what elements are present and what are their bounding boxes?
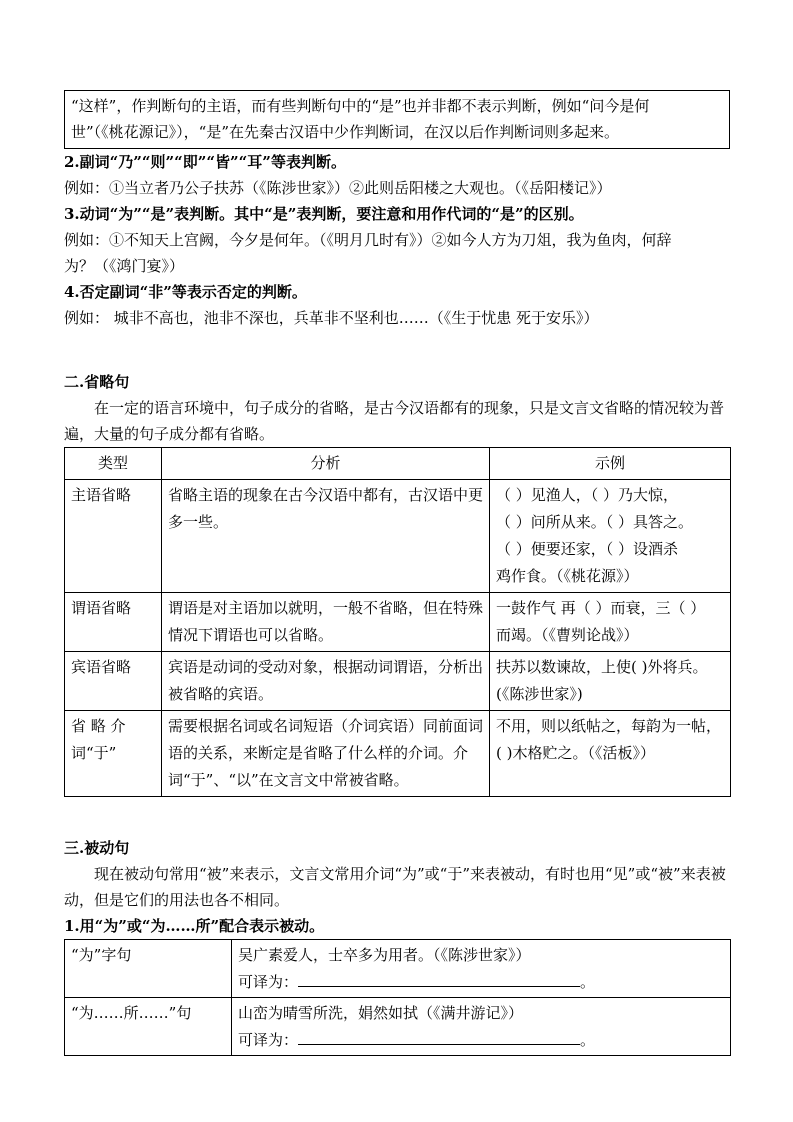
translation-blank[interactable] bbox=[298, 968, 580, 987]
table-row bbox=[65, 998, 731, 1056]
judge-example-2: 例如：①当立者乃公子扶苏（《陈涉世家》）②此则岳阳楼之大观也。（《岳阳楼记》） bbox=[64, 179, 612, 197]
example-line: 吴广素爱人，士卒多为用者。（《陈涉世家》） bbox=[238, 946, 531, 964]
translation-blank[interactable] bbox=[298, 1026, 580, 1045]
section-title-passive: 三.被动句 bbox=[64, 839, 130, 857]
column-header: 示例 bbox=[490, 448, 731, 480]
example-cell bbox=[232, 998, 731, 1056]
judge-example-3: 例如：①不知天上宫阙，今夕是何年。（《明月几时有》）②如今人方为刀俎，我为鱼肉，何辞 bbox=[64, 231, 672, 249]
type-cell: 谓语省略 bbox=[65, 593, 162, 652]
boxed-note-line: “这样”，作判断句的主语，而有些判断句中的“是”也并非都不表示判断，例如“问今是何 bbox=[71, 97, 650, 115]
translation-end: 。 bbox=[580, 973, 596, 991]
translation-prompt: 可译为： bbox=[238, 1031, 299, 1049]
translation-line bbox=[238, 1026, 724, 1053]
omission-intro: 在一定的语言环境中，句子成分的省略，是古今汉语都有的现象，只是文言文省略的情况较为普遍，大量的句子成分都有省略。 bbox=[64, 399, 725, 443]
omission-table bbox=[64, 447, 731, 797]
type-cell: “为”字句 bbox=[65, 940, 232, 998]
table-row bbox=[65, 652, 731, 711]
judge-heading-2: 2.副词“乃”“则”“即”“皆”“耳”等表判断。 bbox=[64, 153, 346, 171]
example-line: 不用，则以纸帖之，每韵为一帖， bbox=[496, 717, 722, 735]
translation-line bbox=[238, 968, 724, 995]
section-title-omission: 二.省略句 bbox=[64, 373, 130, 391]
analysis-cell: 谓语是对主语加以就明，一般不省略，但在特殊情况下谓语也可以省略。 bbox=[162, 593, 490, 652]
example-cell bbox=[490, 593, 731, 652]
example-line: （ ）便要还家，（ ）设酒杀 bbox=[496, 540, 679, 558]
judge-example-3-cont: 为？（《鸿门宴》） bbox=[64, 257, 185, 275]
type-cell: 省 略 介 词“于” bbox=[65, 711, 162, 797]
passive-intro: 现在被动句常用“被”来表示，文言文常用介词“为”或“于”来表被动，有时也用“见”或“被”来表被动，但是它们的用法也各不相同。 bbox=[64, 865, 726, 909]
boxed-note-line: 世”（《桃花源记》），“是”在先秦古汉语中少作判断词，在汉以后作判断词则多起来。 bbox=[71, 123, 620, 141]
table-row bbox=[65, 480, 731, 593]
example-cell bbox=[490, 652, 731, 711]
example-cell bbox=[490, 480, 731, 593]
translation-end: 。 bbox=[580, 1031, 596, 1049]
table-header-row bbox=[65, 448, 731, 480]
analysis-cell: 宾语是动词的受动对象，根据动词谓语，分析出被省略的宾语。 bbox=[162, 652, 490, 711]
example-line: 而竭。（《曹刿论战》） bbox=[496, 626, 639, 644]
example-line: ( )木格贮之。（《活板》） bbox=[496, 744, 655, 762]
column-header: 类型 bbox=[65, 448, 162, 480]
table-row bbox=[65, 711, 731, 797]
page-content bbox=[64, 90, 730, 1056]
example-line: （ ）问所从来。（ ）具答之。 bbox=[496, 513, 694, 531]
judge-heading-3: 3.动词“为”“是”表判断。其中“是”表判断，要注意和用作代词的“是”的区别。 bbox=[64, 205, 584, 223]
example-cell bbox=[232, 940, 731, 998]
analysis-cell: 需要根据名词或名词短语（介词宾语）同前面词语的关系，来断定是省略了什么样的介词。介词“于”、“以”在文言文中常被省略。 bbox=[162, 711, 490, 797]
example-line: （ ）见渔人，（ ）乃大惊， bbox=[496, 486, 679, 504]
example-line: 山峦为晴雪所洗，娟然如拭（《满井游记》） bbox=[238, 1004, 524, 1022]
example-line: (《陈涉世家》) bbox=[496, 685, 583, 703]
table-row bbox=[65, 940, 731, 998]
boxed-note bbox=[64, 90, 730, 149]
type-cell: “为……所……”句 bbox=[65, 998, 232, 1056]
table-row bbox=[65, 593, 731, 652]
passive-heading-1: 1.用“为”或“为……所”配合表示被动。 bbox=[64, 917, 325, 935]
example-line: 扶苏以数谏故，上使( )外将兵。 bbox=[496, 658, 708, 676]
column-header: 分析 bbox=[162, 448, 490, 480]
judge-heading-4: 4.否定副词“非”等表示否定的判断。 bbox=[64, 283, 307, 301]
example-line: 鸡作食。（《桃花源》） bbox=[496, 567, 639, 585]
passive-table bbox=[64, 939, 731, 1056]
example-line: 一鼓作气 再（ ）而衰，三（ ） bbox=[496, 599, 706, 617]
type-cell: 主语省略 bbox=[65, 480, 162, 593]
translation-prompt: 可译为： bbox=[238, 973, 299, 991]
analysis-cell: 省略主语的现象在古今汉语中都有，古汉语中更多一些。 bbox=[162, 480, 490, 593]
judge-example-4: 例如： 城非不高也，池非不深也，兵革非不坚利也……（《生于忧患 死于安乐》） bbox=[64, 309, 599, 327]
type-cell: 宾语省略 bbox=[65, 652, 162, 711]
example-cell bbox=[490, 711, 731, 797]
